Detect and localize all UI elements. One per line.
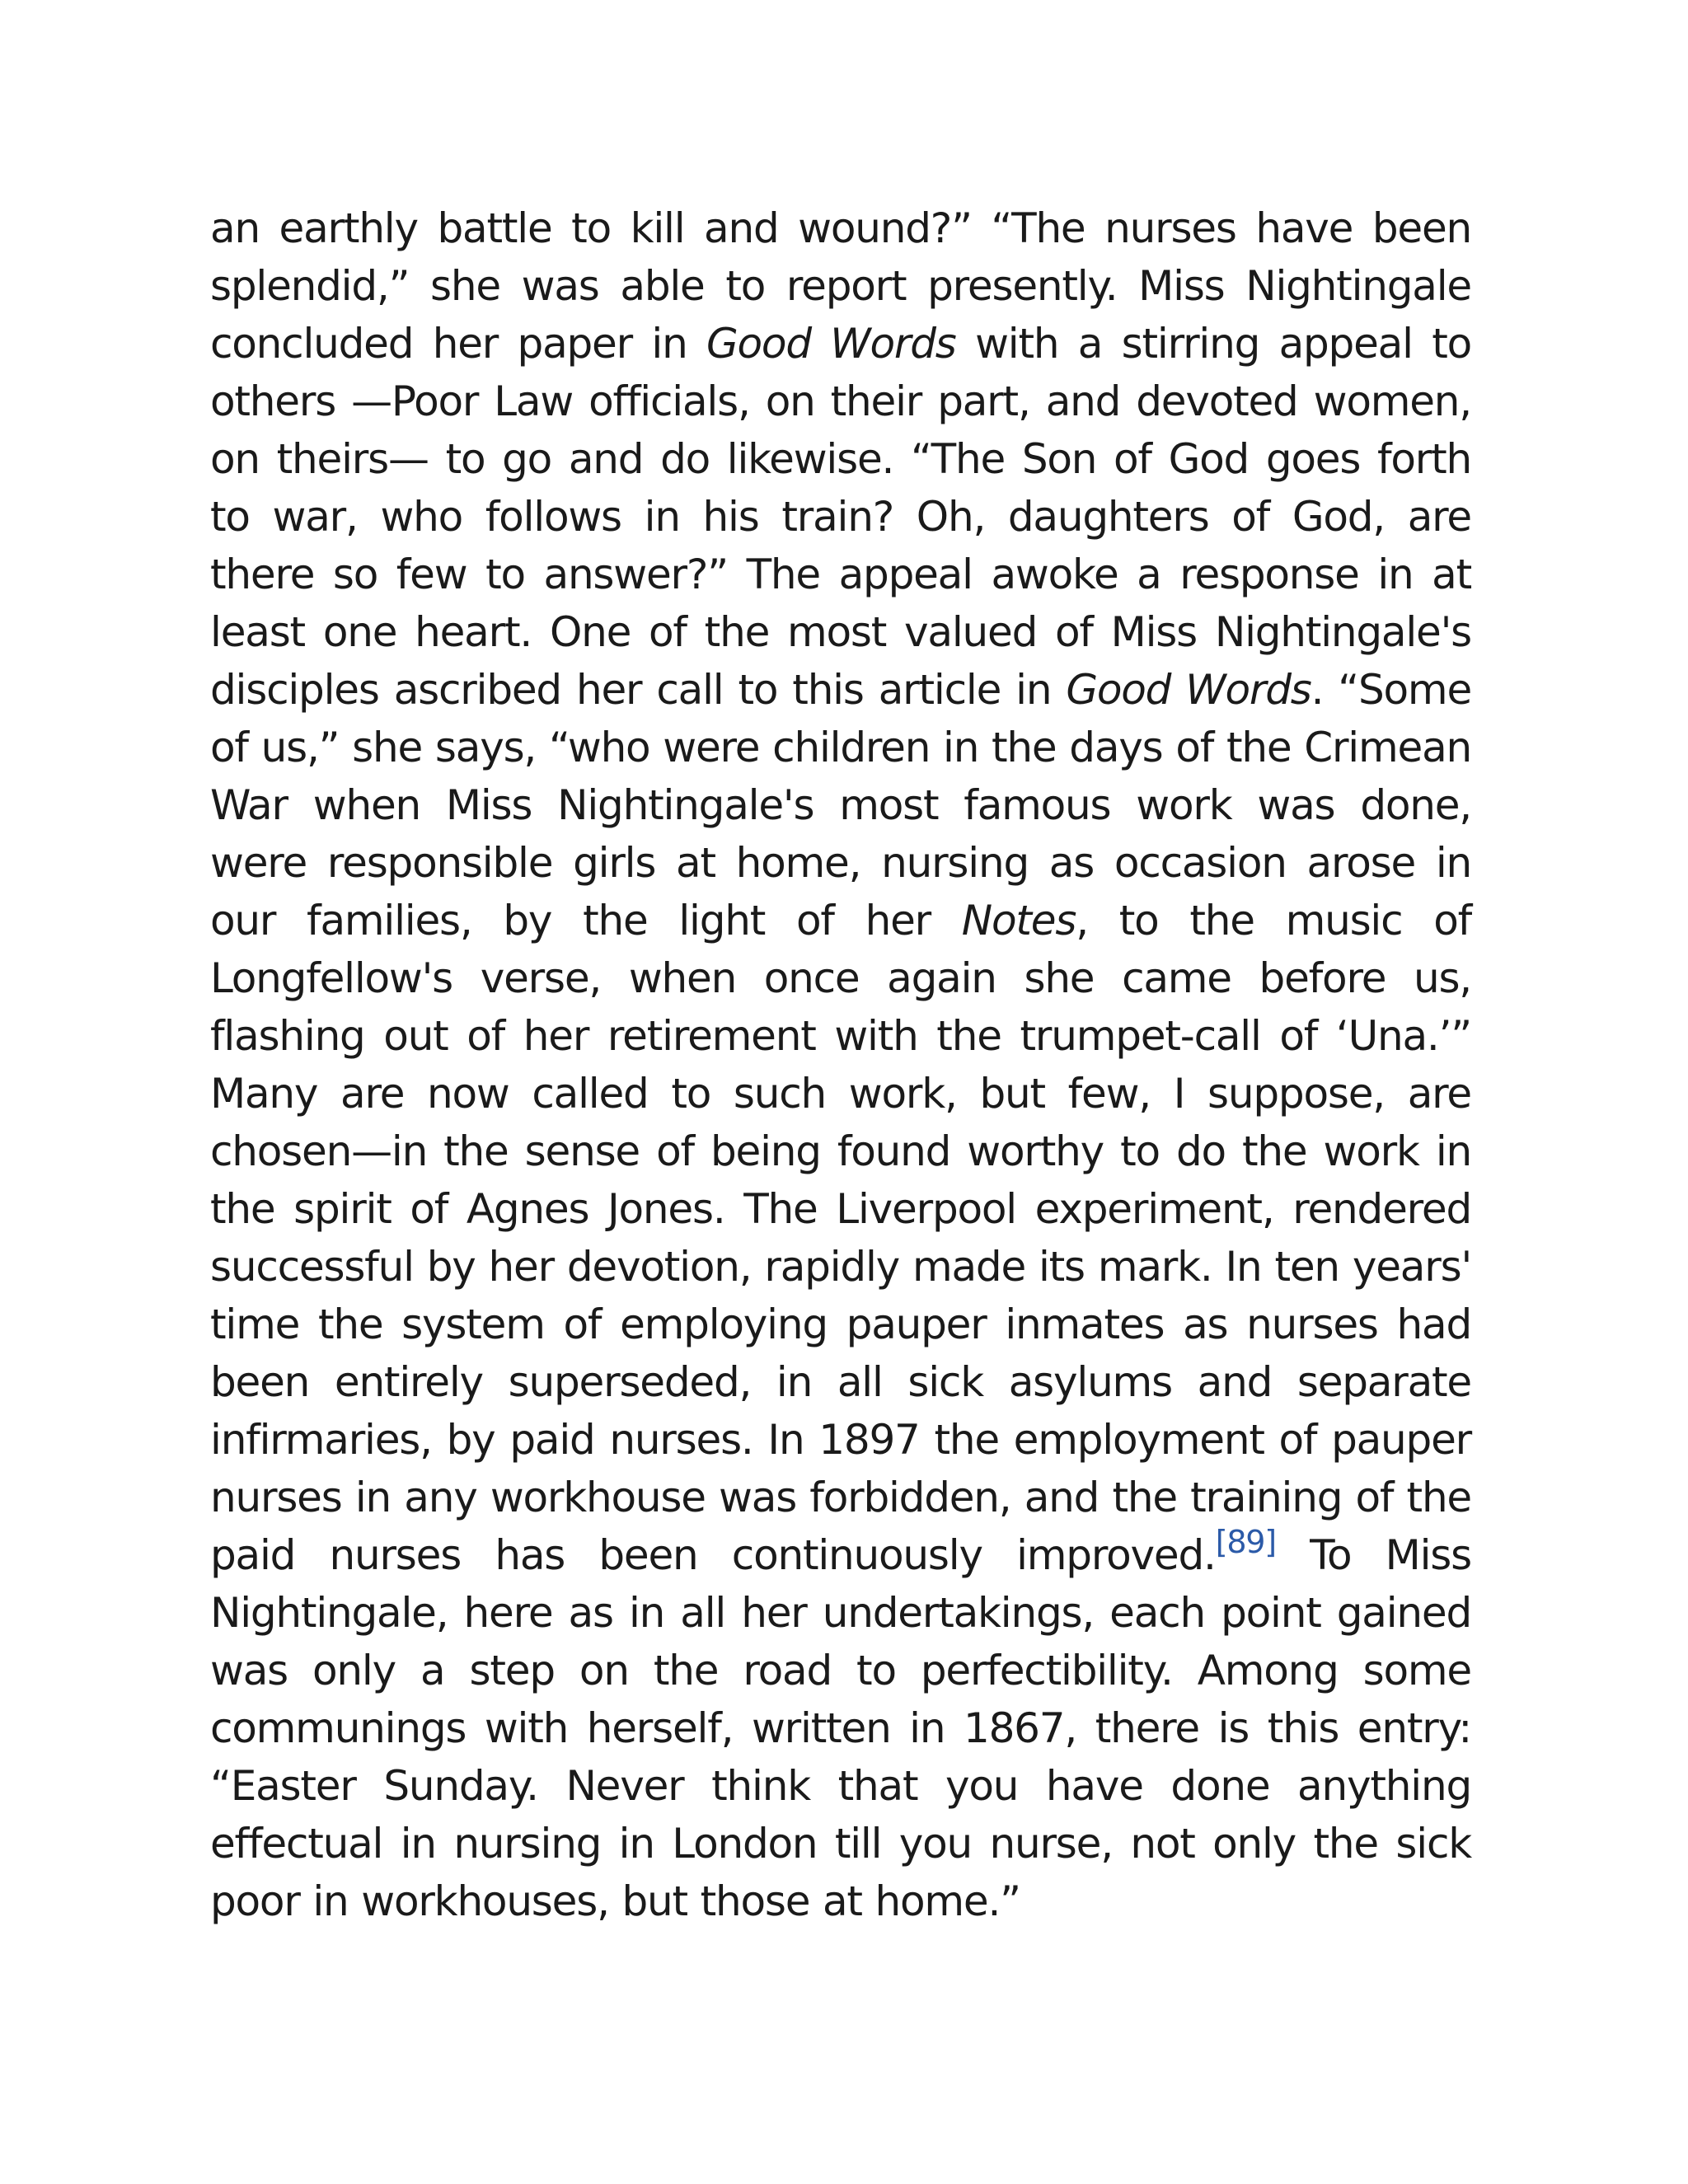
text-segment-1: an earthly battle to kill and wound?” “The nurses have been splendid,” she was able to report presently. Miss Nightingale concluded her paper in bbox=[210, 204, 1471, 368]
italic-title-notes: Notes bbox=[961, 897, 1076, 944]
italic-title-good-words: Good Words bbox=[706, 320, 956, 368]
text-segment-2: with a stirring appeal to others —Poor Law officials, on their part, and devoted women, on theirs— to go and do likewise. “The Son of God goes forth to war, who follows in his train? Oh, daughters of God, are there so few to answer?” The appeal awoke a response in at least one heart. One of the most valued of Miss Nightingale's disciples ascribed her call to this article in bbox=[210, 320, 1472, 714]
text-segment-4: , to the music of Longfellow's verse, when once again she came before us, flashing out of her retirement with the trumpet-call of ‘Una.’” Many are now called to such work, but few, I suppose, are chosen—in the sense of being found worthy to do the work in the spirit of Agnes Jones. The Liverpool experiment, rendered successful by her devotion, rapidly made its mark. In ten years' time the system of employing pauper inmates as nurses had been entirely superseded, in all sick asylums and separate infirmaries, by paid nurses. In 1897 the employment of pauper nurses in any workhouse was forbidden, and the training of the paid nurses has been continuously improved. bbox=[210, 897, 1471, 1579]
text-segment-3: . “Some of us,” she says, “who were children in the days of the Crimean War when Miss Nightingale's most famous work was done, were responsible girls at home, nursing as occasion arose in our families, by the light of her bbox=[210, 666, 1472, 944]
page-body bbox=[210, 199, 1471, 1930]
body-paragraph bbox=[210, 199, 1471, 1930]
text-segment-5: To Miss Nightingale, here as in all her undertakings, each point gained was only a step on the road to perfectibility. Among some communings with herself, written in 1867, there is this entry: “Easter Sunday. Never think that you have done anything effectual in nursing in London till you nurse, not only the sick poor in workhouses, but those at home.” bbox=[210, 1531, 1471, 1925]
footnote-link-89[interactable]: [89] bbox=[1215, 1524, 1276, 1560]
italic-title-good-words-2: Good Words bbox=[1066, 666, 1311, 714]
